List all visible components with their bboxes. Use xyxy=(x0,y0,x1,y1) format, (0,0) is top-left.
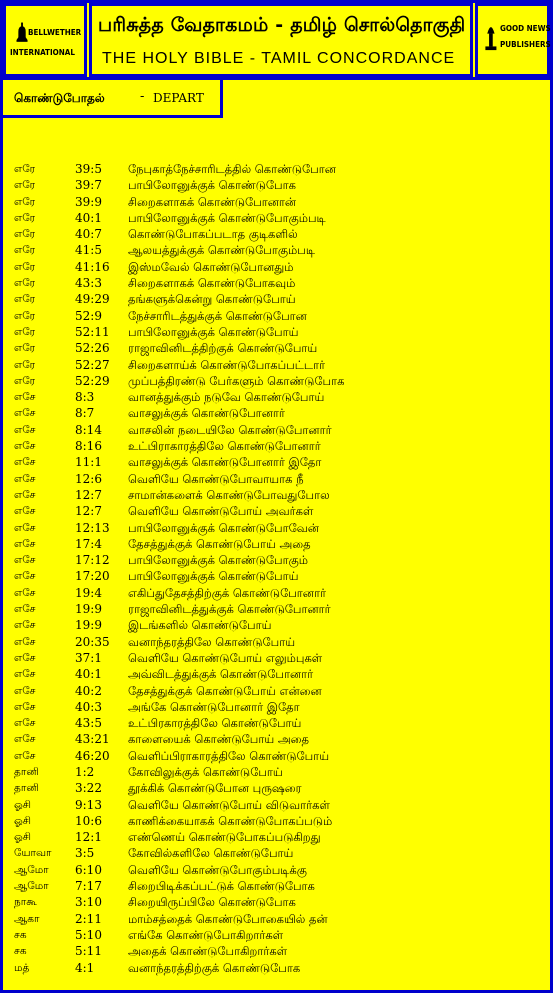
entry-reference: 41:5 xyxy=(75,243,102,258)
entry-reference: 17:12 xyxy=(75,553,110,568)
list-item xyxy=(14,845,544,861)
list-item xyxy=(14,894,544,910)
entry-book: ஓசி xyxy=(14,798,32,811)
entry-book: எரே xyxy=(14,277,36,290)
entry-reference: 11:1 xyxy=(75,455,102,470)
entry-text: எங்கே கொண்டுபோகிறார்கள் xyxy=(128,927,284,942)
entry-book: எரே xyxy=(14,374,36,387)
entry-book: தானி xyxy=(14,782,39,795)
entry-reference: 7:17 xyxy=(75,879,102,894)
entry-text: கொண்டுபோகப்படாத குடிகளில் xyxy=(128,227,298,242)
logo-text-line-1: GOOD NEWS xyxy=(500,24,551,33)
good-news-logo xyxy=(475,3,550,77)
entry-text: சிறையிருப்பிலே கொண்டுபோக xyxy=(128,895,296,910)
entry-text: வெளிப்பிராகாரத்திலே கொண்டுபோய் xyxy=(128,748,330,763)
entry-reference: 52:29 xyxy=(75,373,110,388)
list-item xyxy=(14,242,544,258)
list-item xyxy=(14,764,544,780)
headword-separator: - xyxy=(140,89,145,104)
entry-book: எசே xyxy=(14,733,36,746)
entry-text: சிறைகளாகக் கொண்டுபோனான் xyxy=(128,194,297,209)
entry-reference: 3:5 xyxy=(75,846,95,861)
entry-text: சிறைகளாகக் கொண்டுபோகவும் xyxy=(128,276,296,291)
entry-reference: 10:6 xyxy=(75,813,102,828)
entry-book: நாகூ xyxy=(14,896,37,909)
entry-reference: 4:1 xyxy=(75,960,95,975)
entry-text: காளையைக் கொண்டுபோய் அதை xyxy=(128,732,309,747)
list-item xyxy=(14,585,544,601)
entry-text: வெளியே கொண்டுபோய் அவர்கள் xyxy=(128,504,314,519)
entry-reference: 52:11 xyxy=(75,324,110,339)
headword-tamil: கொண்டுபோதல் xyxy=(14,91,105,105)
list-item xyxy=(14,536,544,552)
list-item xyxy=(14,927,544,943)
entry-reference: 19:4 xyxy=(75,585,102,600)
title-box xyxy=(89,3,473,77)
list-item xyxy=(14,862,544,878)
entry-reference: 39:5 xyxy=(75,162,102,176)
entry-reference: 37:1 xyxy=(75,650,102,665)
entry-reference: 8:16 xyxy=(75,439,102,454)
list-item xyxy=(14,503,544,519)
entry-text: வெளியே கொண்டுபோகும்படிக்கு xyxy=(128,862,307,877)
entry-text: வாசலின் நடையிலே கொண்டுபோனார் xyxy=(128,422,332,437)
entry-book: மத் xyxy=(14,961,30,974)
entry-book: ஓசி xyxy=(14,814,32,827)
entry-text: உட்பிராகாரத்திலே கொண்டுபோனார் xyxy=(128,439,321,454)
entry-book: எசே xyxy=(14,440,36,453)
entry-book: எசே xyxy=(14,635,36,648)
entry-book: எரே xyxy=(14,293,36,306)
entry-book: எசே xyxy=(14,700,36,713)
entry-book: எசே xyxy=(14,391,36,404)
list-item xyxy=(14,715,544,731)
logo-text-line-2: PUBLISHERS xyxy=(500,40,551,49)
list-item xyxy=(14,161,544,177)
logo-text-line-1: BELLWETHER xyxy=(28,28,82,37)
list-item xyxy=(14,194,544,210)
entry-reference: 40:1 xyxy=(75,210,102,225)
title-tamil: பரிசுத்த வேதாகமம் - தமிழ் சொல்தொகுதி xyxy=(98,14,466,36)
list-item xyxy=(14,911,544,927)
list-item xyxy=(14,324,544,340)
list-item xyxy=(14,699,544,715)
entry-book: எசே xyxy=(14,554,36,567)
entry-text: பாபிலோனுக்குக் கொண்டுபோகும்படி xyxy=(128,210,326,225)
entry-book: ஆமோ xyxy=(14,880,49,893)
entry-book: எசே xyxy=(14,603,36,616)
entry-reference: 5:11 xyxy=(75,944,102,959)
logo-text-line-2: INTERNATIONAL xyxy=(10,48,75,57)
entry-book: எசே xyxy=(14,488,36,501)
entry-text: எகிப்துதேசத்திற்குக் கொண்டுபோனார் xyxy=(128,585,326,600)
entry-text: தேசத்துக்குக் கொண்டுபோய் என்னை xyxy=(128,683,322,698)
entry-text: தேசத்துக்குக் கொண்டுபோய் அதை xyxy=(128,536,311,551)
entry-reference: 2:11 xyxy=(75,911,102,926)
entry-reference: 19:9 xyxy=(75,602,102,617)
entry-book: எசே xyxy=(14,717,36,730)
entry-text: கோவிலுக்குக் கொண்டுபோய் xyxy=(128,764,283,779)
entry-reference: 8:7 xyxy=(75,406,95,421)
entry-text: பாபிலோனுக்குக் கொண்டுபோகும் xyxy=(128,553,308,568)
entry-book: எசே xyxy=(14,586,36,599)
list-item xyxy=(14,797,544,813)
list-item xyxy=(14,357,544,373)
entry-book: எரே xyxy=(14,163,36,175)
list-item xyxy=(14,405,544,421)
entry-text: சிறைபிடிக்கப்பட்டுக் கொண்டுபோக xyxy=(128,879,315,894)
bellwether-logo xyxy=(3,3,87,77)
entry-reference: 49:29 xyxy=(75,292,110,307)
entry-reference: 6:10 xyxy=(75,862,102,877)
entry-reference: 46:20 xyxy=(75,748,110,763)
entry-book: எரே xyxy=(14,260,36,273)
title-english: THE HOLY BIBLE - TAMIL CONCORDANCE xyxy=(102,50,456,67)
list-item xyxy=(14,568,544,584)
entry-text: பாபிலோனுக்குக் கொண்டுபோய் xyxy=(128,324,299,339)
entry-book: எசே xyxy=(14,749,36,762)
entry-text: ராஜாவினிடத்துக்குக் கொண்டுபோனார் xyxy=(128,602,331,617)
entry-text: தூக்கிக் கொண்டுபோன புருஷரை xyxy=(128,781,302,796)
list-item xyxy=(14,829,544,845)
list-item xyxy=(14,259,544,275)
list-item xyxy=(14,291,544,307)
entry-reference: 52:27 xyxy=(75,357,110,372)
entry-text: அதைக் கொண்டுபோகிறார்கள் xyxy=(128,944,288,959)
list-item xyxy=(14,780,544,796)
list-item xyxy=(14,878,544,894)
entry-reference: 12:7 xyxy=(75,487,102,502)
entry-book: யோவா xyxy=(14,847,52,860)
entry-text: கோவில்களிலே கொண்டுபோய் xyxy=(128,846,294,861)
entry-reference: 52:9 xyxy=(75,308,102,323)
list-item xyxy=(14,438,544,454)
entry-book: ஆகா xyxy=(14,912,40,925)
entry-reference: 20:35 xyxy=(75,634,110,649)
entry-text: வனாந்தரத்திற்குக் கொண்டுபோக xyxy=(128,960,301,975)
list-item xyxy=(14,813,544,829)
entry-reference: 52:26 xyxy=(75,341,110,356)
entry-reference: 17:20 xyxy=(75,569,110,584)
entry-reference: 3:22 xyxy=(75,781,102,796)
entry-text: ஆலயத்துக்குக் கொண்டுபோகும்படி xyxy=(128,243,315,258)
entry-reference: 12:1 xyxy=(75,830,102,845)
list-item xyxy=(14,389,544,405)
headword-english: DEPART xyxy=(153,91,204,105)
list-item xyxy=(14,683,544,699)
entry-text: வானத்துக்கும் நடுவே கொண்டுபோய் xyxy=(128,390,325,405)
list-item xyxy=(14,960,544,976)
entry-text: நேபுகாத்நேச்சாரிடத்தில் கொண்டுபோன xyxy=(128,162,336,176)
entry-text: இஸ்மவேல் கொண்டுபோனதும் xyxy=(128,259,294,274)
entry-text: சிறைகளாய்க் கொண்டுபோகப்பட்டார் xyxy=(128,357,326,372)
entry-text: காணிக்கையாகக் கொண்டுபோகப்படும் xyxy=(128,813,333,828)
entry-book: எரே xyxy=(14,195,36,208)
entry-book: எசே xyxy=(14,407,36,420)
entry-book: எசே xyxy=(14,456,36,469)
entry-reference: 12:6 xyxy=(75,471,102,486)
entry-text: பாபிலோனுக்குக் கொண்டுபோக xyxy=(128,178,296,193)
entry-book: எசே xyxy=(14,505,36,518)
entry-text: இடங்களில் கொண்டுபோய் xyxy=(128,618,272,633)
entry-book: எசே xyxy=(14,570,36,583)
list-item xyxy=(14,666,544,682)
list-item xyxy=(14,471,544,487)
entry-text: எண்ணெய் கொண்டுபோகப்படுகிறது xyxy=(128,830,321,845)
entry-book: எரே xyxy=(14,309,36,322)
entry-reference: 12:7 xyxy=(75,504,102,519)
entry-book: எசே xyxy=(14,521,36,534)
list-item xyxy=(14,634,544,650)
list-item xyxy=(14,943,544,959)
list-item xyxy=(14,731,544,747)
list-item xyxy=(14,275,544,291)
entry-text: வெளியே கொண்டுபோய் விடுவார்கள் xyxy=(128,797,330,812)
list-item xyxy=(14,748,544,764)
entry-book: எசே xyxy=(14,684,36,697)
entry-reference: 39:9 xyxy=(75,194,102,209)
list-item xyxy=(14,177,544,193)
entry-book: எரே xyxy=(14,211,36,224)
entry-text: வாசலுக்குக் கொண்டுபோனார் இதோ xyxy=(128,455,322,470)
entry-text: முப்பத்திரண்டு பேர்களும் கொண்டுபோக xyxy=(128,373,345,388)
entry-reference: 43:3 xyxy=(75,276,102,291)
list-item xyxy=(14,226,544,242)
list-item xyxy=(14,373,544,389)
entry-reference: 40:2 xyxy=(75,683,102,698)
entry-book: தானி xyxy=(14,765,39,778)
entry-book: எசே xyxy=(14,537,36,550)
entry-text: அங்கே கொண்டுபோனார் இதோ xyxy=(128,699,300,714)
entry-text: அவ்விடத்துக்குக் கொண்டுபோனார் xyxy=(128,667,314,682)
entry-text: மாம்சத்தைக் கொண்டுபோகையில் தன் xyxy=(128,911,328,926)
entry-reference: 12:13 xyxy=(75,520,110,535)
list-item xyxy=(14,340,544,356)
entry-reference: 3:10 xyxy=(75,895,102,910)
entry-text: பாபிலோனுக்குக் கொண்டுபோவேன் xyxy=(128,520,319,535)
bell-icon xyxy=(6,6,84,74)
entry-reference: 8:3 xyxy=(75,390,95,405)
entry-text: பாபிலோனுக்குக் கொண்டுபோய் xyxy=(128,569,299,584)
list-item xyxy=(14,454,544,470)
entry-book: எரே xyxy=(14,179,36,192)
entry-book: எசே xyxy=(14,423,36,436)
list-item xyxy=(14,210,544,226)
entry-text: சாமான்களைக் கொண்டுபோவதுபோல xyxy=(128,487,330,502)
entry-reference: 40:3 xyxy=(75,699,102,714)
entry-book: எசே xyxy=(14,668,36,681)
list-item xyxy=(14,552,544,568)
list-item xyxy=(14,601,544,617)
entry-book: எரே xyxy=(14,342,36,355)
entry-book: எரே xyxy=(14,228,36,241)
entry-reference: 43:5 xyxy=(75,716,102,731)
entry-book: எரே xyxy=(14,244,36,257)
entry-text: வனாந்தரத்திலே கொண்டுபோய் xyxy=(128,634,296,649)
entry-book: எரே xyxy=(14,358,36,371)
entry-reference: 19:9 xyxy=(75,618,102,633)
entry-reference: 5:10 xyxy=(75,927,102,942)
entry-reference: 43:21 xyxy=(75,732,110,747)
entry-reference: 39:7 xyxy=(75,178,102,193)
list-item xyxy=(14,308,544,324)
entry-text: உட்பிரகாரத்திலே கொண்டுபோய் xyxy=(128,716,302,731)
entry-reference: 8:14 xyxy=(75,422,102,437)
entry-book: எரே xyxy=(14,325,36,338)
entry-text: வெளியே கொண்டுபோவாயாக நீ xyxy=(128,471,304,486)
entry-book: சக xyxy=(14,945,27,958)
entry-reference: 9:13 xyxy=(75,797,102,812)
entry-book: ஆமோ xyxy=(14,863,49,876)
entry-book: எசே xyxy=(14,472,36,485)
entry-book: எசே xyxy=(14,651,36,664)
entry-text: வாசலுக்குக் கொண்டுபோனார் xyxy=(128,406,285,421)
list-item xyxy=(14,650,544,666)
entry-text: தங்களுக்கென்று கொண்டுபோய் xyxy=(128,292,296,307)
entry-reference: 40:1 xyxy=(75,667,102,682)
entry-reference: 40:7 xyxy=(75,227,102,242)
entry-book: எசே xyxy=(14,619,36,632)
entry-text: வெளியே கொண்டுபோய் எலும்புகள் xyxy=(128,650,323,665)
entry-reference: 1:2 xyxy=(75,764,95,779)
entry-reference: 41:16 xyxy=(75,259,110,274)
list-item xyxy=(14,487,544,503)
entry-book: சக xyxy=(14,928,27,941)
entry-text: ராஜாவினிடத்திற்குக் கொண்டுபோய் xyxy=(128,341,318,356)
entry-reference: 17:4 xyxy=(75,536,102,551)
list-item xyxy=(14,617,544,633)
entry-book: ஓசி xyxy=(14,831,32,844)
list-item xyxy=(14,422,544,438)
headword-box xyxy=(0,80,223,118)
concordance-list xyxy=(14,161,544,976)
list-item xyxy=(14,520,544,536)
entry-text: நேச்சாரிடத்துக்குக் கொண்டுபோன xyxy=(128,308,307,323)
